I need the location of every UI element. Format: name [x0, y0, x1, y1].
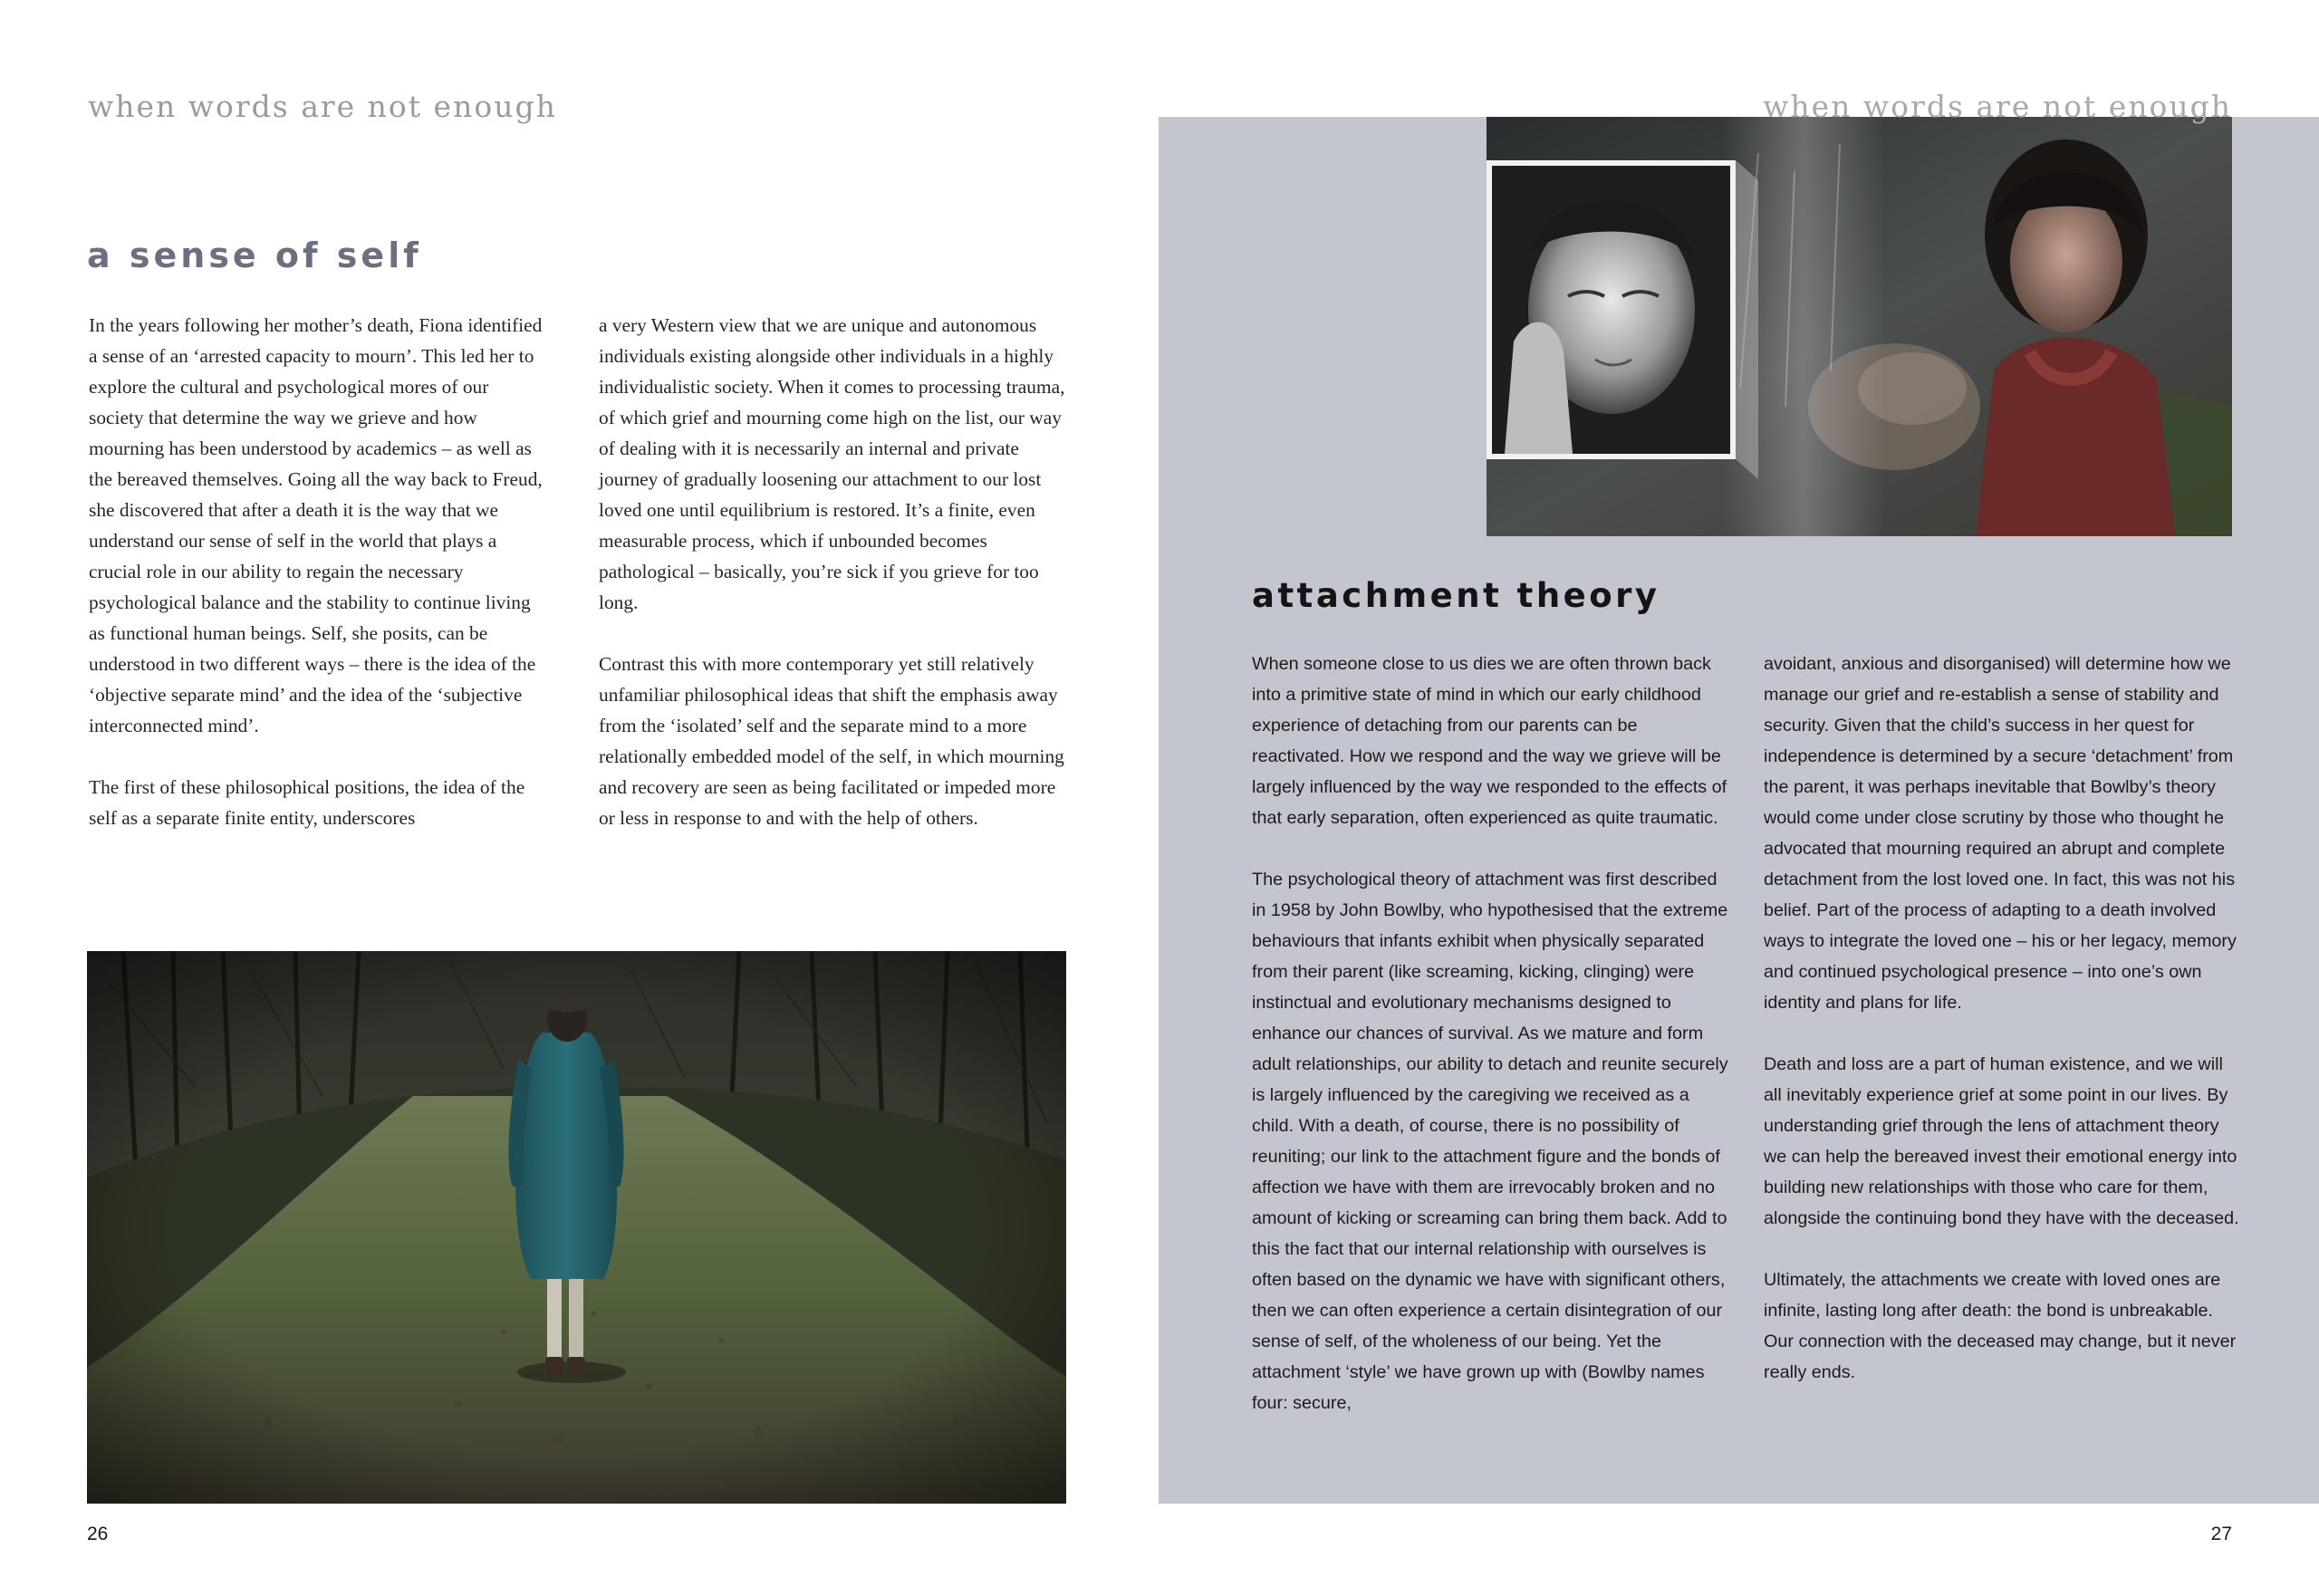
body-column-right-1 — [1252, 649, 1732, 1449]
boy-portrait-photo — [1487, 117, 2232, 536]
woman-in-forest-photo-illustration — [87, 951, 1066, 1504]
body-column-left-2 — [599, 310, 1070, 864]
paragraph: In the years following her mother’s death, Fiona identified a sense of an ‘arrested capacity to mourn’. This led her to explore the cultural and psychological mores of our society that determine the way we grieve and how mourning has been understood by academics – as well as the bereaved themselves. Going all the way back to Freud, she discovered that after a death it is the way that we understand our sense of self in the world that plays a crucial role in our ability to regain the necessary psychological balance and the stability to continue living as functional human beings. Self, she posits, can be understood in two different ways – there is the idea of the ‘objective separate mind’ and the idea of the ‘subjective interconnected mind’. — [89, 314, 543, 736]
paragraph: Contrast this with more contemporary yet still relatively unfamiliar philosophical ideas that shift the emphasis away from the ‘isolated’ self and the separate mind to a more relationally embedded model of the self, in which mourning and recovery are seen as being facilitated or impeded more or less in response to and with the help of others. — [599, 653, 1064, 829]
woman-in-forest-photo — [87, 951, 1066, 1504]
page-number-right: 27 — [2210, 1524, 2232, 1544]
paragraph: avoidant, anxious and disorganised) will determine how we manage our grief and re-establish a sense of stability and security. Given that the child’s success in her quest for independence is determined by a secure ‘detachment’ from the parent, it was perhaps inevitable that Bowlby’s theory would come under close scrutiny by those who thought he advocated that mourning required an abrupt and complete detachment from the lost loved one. In fact, this was not his belief. Part of the process of adapting to a death involved ways to integrate the loved one – his or her legacy, memory and continued psychological presence – into one’s own identity and plans for life. — [1764, 654, 2237, 1013]
body-column-left-1 — [89, 310, 546, 864]
paragraph: a very Western view that we are unique and autonomous individuals existing alongside other individuals in a highly individualistic society. When it comes to processing trauma, of which grief and mourning come high on the list, our way of dealing with it is necessarily an internal and private journey of gradually loosening our attachment to our lost loved one until equilibrium is restored. It’s a finite, even measurable process, which if unbounded becomes pathological – basically, you’re sick if you grieve for too long. — [599, 314, 1065, 613]
body-column-right-2 — [1764, 649, 2244, 1418]
paragraph: The first of these philosophical positions, the idea of the self as a separate finite entity, underscores — [89, 776, 525, 829]
paragraph: The psychological theory of attachment was first described in 1958 by John Bowlby, who hypothesised that the extreme behaviours that infants exhibit when physically separated from their parent (like screaming, kicking, clinging) were instinctual and evolutionary mechanisms designed to enhance our chances of survival. As we mature and form adult relationships, our ability to detach and reunite securely is largely influenced by the caregiving we received as a child. With a death, of course, there is no possibility of reuniting; our link to the attachment figure and the bonds of affection we have with them are irrevocably broken and no amount of kicking or screaming can bring them back. Add to this the fact that our internal relationship with ourselves is often based on the dynamic we have with significant others, then we can often experience a certain disintegration of our sense of self, of the wholeness of our being. Yet the attachment ‘style’ we have grown up with (Bowlby names four: secure, — [1252, 870, 1728, 1413]
section-title-sense-of-self: a sense of self — [87, 236, 422, 275]
page-number-left: 26 — [87, 1524, 109, 1544]
paragraph: Ultimately, the attachments we create with loved ones are infinite, lasting long after death: the bond is unbreakable. Our connection with the deceased may change, but it never really ends. — [1764, 1270, 2237, 1382]
section-title-attachment-theory: attachment theory — [1252, 576, 1660, 615]
paragraph: When someone close to us dies we are often thrown back into a primitive state of mind in which our early childhood experience of detaching from our parents can be reactivated. How we respond and the way we grieve will be largely influenced by the way we responded to the effects of that early separation, often experienced as quite traumatic. — [1252, 654, 1727, 828]
boy-portrait-photo-illustration — [1487, 117, 2232, 536]
paragraph: Death and loss are a part of human existence, and we will all inevitably experience grief at some point in our lives. By understanding grief through the lens of attachment theory we can help the bereaved invest their emotional energy into building new relationships with those who care for them, alongside the continuing bond they have with the deceased. — [1764, 1054, 2239, 1228]
running-head-right: when words are not enough — [1763, 89, 2232, 124]
running-head-left: when words are not enough — [88, 89, 557, 124]
